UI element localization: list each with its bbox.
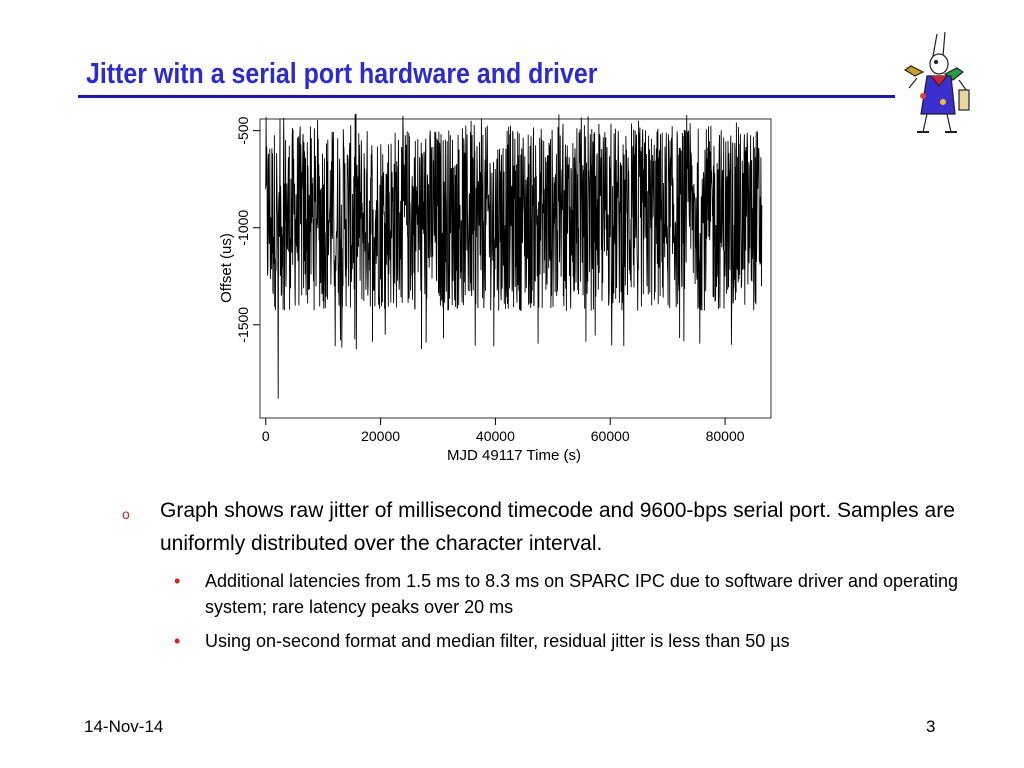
bullet-text: Graph shows raw jitter of millisecond timecode and 9600-bps serial port. Samples are uniformly distributed over the character interval. [160,499,955,555]
footer-date: 14-Nov-14 [84,717,164,736]
bullet-marker-dot: • [174,571,181,591]
sub-bullet-text: Additional latencies from 1.5 ms to 8.3 ms on SPARC IPC due to software driver and operating system; rare latency peaks over 20 ms [205,571,959,617]
bullet-item-main [118,494,968,560]
y-axis-label: Offset (us) [218,233,235,303]
bullet-marker-circle: o [122,506,130,522]
y-axis [235,116,260,342]
x-axis-label: MJD 49117 Time (s) [447,447,581,464]
jitter-series-line [266,114,762,399]
sub-bullet-item [118,628,968,654]
bullet-marker-dot: • [174,631,181,651]
jitter-chart [200,110,800,475]
footer-page-number: 3 [926,717,936,736]
x-tick-label: 80000 [705,428,745,444]
x-tick-label: 40000 [475,428,515,444]
sub-bullet-text: Using on-second format and median filter, residual jitter is less than 50 µs [205,631,790,651]
y-tick-label: -1000 [235,209,251,246]
title-underline [78,95,895,98]
y-tick-label: -500 [235,116,251,145]
bullet-list [118,494,968,654]
x-tick-label: 0 [261,428,270,444]
x-tick-label: 60000 [590,428,630,444]
y-tick-label: -1500 [235,306,251,343]
slide-title: Jitter witn a serial port hardware and driver [86,58,598,90]
sub-bullet-item [118,568,968,620]
x-tick-label: 20000 [361,428,401,444]
x-axis [262,418,745,444]
white-rabbit-logo [893,28,979,138]
